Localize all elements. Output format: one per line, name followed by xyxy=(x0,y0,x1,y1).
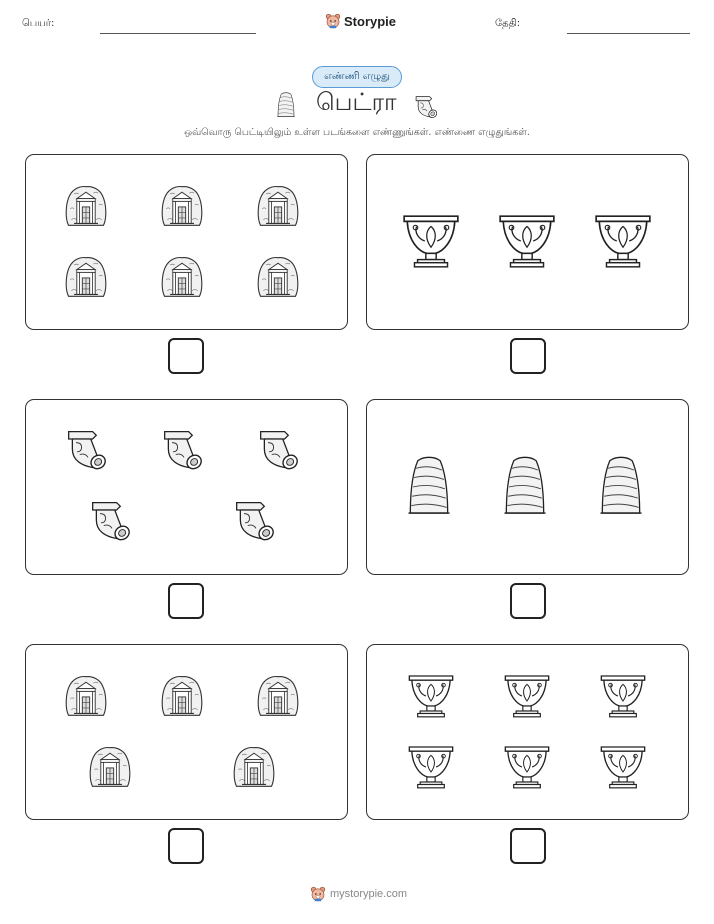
bear-mascot-icon xyxy=(325,13,341,29)
worksheet-title: பெட்ரா xyxy=(316,88,397,116)
worksheet-badge: எண்ணி எழுது xyxy=(312,66,402,88)
answer-box-4[interactable] xyxy=(510,583,546,619)
stone-urn-icon xyxy=(496,210,558,272)
stone-urn-icon xyxy=(406,742,456,792)
carved-column-capital-icon xyxy=(89,498,135,544)
answer-box-6[interactable] xyxy=(510,828,546,864)
rock-tomb-facade-icon xyxy=(63,670,109,722)
count-panel-3 xyxy=(25,399,348,575)
carved-column-capital-icon xyxy=(414,94,440,120)
rock-tomb-facade-icon xyxy=(63,180,109,232)
rock-tomb-facade-icon xyxy=(87,741,133,793)
footer-url[interactable]: mystorypie.com xyxy=(330,888,408,900)
carved-column-capital-icon xyxy=(161,427,207,473)
carved-column-capital-icon xyxy=(257,427,303,473)
answer-box-3[interactable] xyxy=(168,583,204,619)
rock-tomb-facade-icon xyxy=(159,180,205,232)
stone-urn-icon xyxy=(598,671,648,721)
stone-urn-icon xyxy=(400,210,462,272)
footer xyxy=(310,886,407,902)
stone-urn-icon xyxy=(502,671,552,721)
rock-tomb-facade-icon xyxy=(159,251,205,303)
date-write-line[interactable] xyxy=(567,33,690,34)
rock-mound-icon xyxy=(593,452,649,520)
rock-tomb-facade-icon xyxy=(63,251,109,303)
carved-column-capital-icon xyxy=(65,427,111,473)
rock-tomb-facade-icon xyxy=(255,251,301,303)
carved-column-capital-icon xyxy=(233,498,279,544)
name-write-line[interactable] xyxy=(100,33,256,34)
brand-name: Storypie xyxy=(344,13,397,29)
answer-box-2[interactable] xyxy=(510,338,546,374)
answer-box-5[interactable] xyxy=(168,828,204,864)
name-label: பெயர்: xyxy=(22,18,55,29)
rock-tomb-facade-icon xyxy=(231,741,277,793)
stone-urn-icon xyxy=(592,210,654,272)
rock-tomb-facade-icon xyxy=(255,180,301,232)
rock-tomb-facade-icon xyxy=(255,670,301,722)
stone-urn-icon xyxy=(406,671,456,721)
brand-logo xyxy=(325,13,396,29)
rock-mound-icon xyxy=(401,452,457,520)
bear-mascot-icon xyxy=(310,886,326,902)
date-label: தேதி: xyxy=(495,18,521,29)
instructions: ஒவ்வொரு பெட்டியிலும் உள்ள படங்களை எண்ணுங்கள். எண்ணை எழுதுங்கள். xyxy=(184,127,530,138)
rock-tomb-facade-icon xyxy=(159,670,205,722)
rock-mound-icon xyxy=(497,452,553,520)
rock-mound-icon xyxy=(274,88,298,122)
answer-box-1[interactable] xyxy=(168,338,204,374)
stone-urn-icon xyxy=(502,742,552,792)
stone-urn-icon xyxy=(598,742,648,792)
